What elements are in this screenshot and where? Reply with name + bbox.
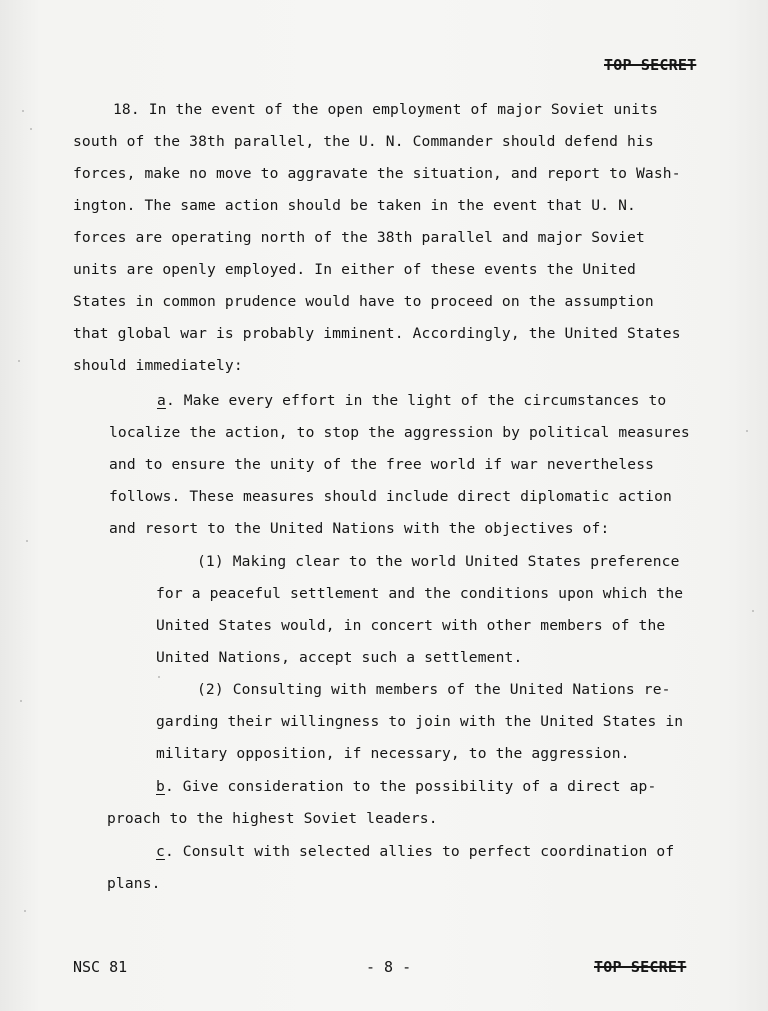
item-a-line-3: and to ensure the unity of the free world if war nevertheless [109, 456, 655, 473]
para18-line-9: should immediately: [73, 357, 243, 374]
item-a-line-2: localize the action, to stop the aggression by political measures [109, 424, 690, 441]
item-c-text: . Consult with selected allies to perfect coordination of [164, 843, 675, 860]
sub2-line-1: (2) Consulting with members of the United Nations re- [197, 681, 671, 698]
item-a-line-1 [157, 392, 666, 409]
para18-line-7: States in common prudence would have to proceed on the assumption [73, 293, 654, 310]
item-b-line-1 [156, 778, 656, 795]
sub2-line-2: garding their willingness to join with the United States in [156, 713, 684, 730]
sub1-line-4: United Nations, accept such a settlement. [156, 649, 523, 666]
item-a-text: . Make every effort in the light of the circumstances to [165, 392, 667, 409]
classification-footer: TOP SECRET [594, 958, 687, 976]
classification-header: TOP SECRET [604, 56, 697, 74]
item-c-letter: c [156, 843, 165, 860]
para18-line-1: 18. In the event of the open employment of major Soviet units [113, 101, 659, 118]
para18-line-2: south of the 38th parallel, the U. N. Commander should defend his [73, 133, 654, 150]
sub1-line-1: (1) Making clear to the world United States preference [197, 553, 680, 570]
item-b-text: . Give consideration to the possibility of a direct ap- [164, 778, 657, 795]
sub2-line-3: military opposition, if necessary, to the aggression. [156, 745, 630, 762]
para18-line-4: ington. The same action should be taken in the event that U. N. [73, 197, 636, 214]
item-a-line-4: follows. These measures should include direct diplomatic action [109, 488, 672, 505]
para18-line-3: forces, make no move to aggravate the situation, and report to Wash- [73, 165, 681, 182]
sub1-line-3: United States would, in concert with other members of the [156, 617, 666, 634]
para18-line-5: forces are operating north of the 38th parallel and major Soviet [73, 229, 645, 246]
para18-line-8: that global war is probably imminent. Accordingly, the United States [73, 325, 681, 342]
item-b-letter: b [156, 778, 165, 795]
page-number: - 8 - [366, 958, 412, 976]
item-c-line-2: plans. [107, 875, 161, 892]
item-a-letter: a [157, 392, 166, 409]
document-id: NSC 81 [73, 958, 128, 976]
sub1-line-2: for a peaceful settlement and the conditions upon which the [156, 585, 684, 602]
para18-line-6: units are openly employed. In either of these events the United [73, 261, 636, 278]
item-c-line-1 [156, 843, 674, 860]
item-a-line-5: and resort to the United Nations with the objectives of: [109, 520, 610, 537]
item-b-line-2: proach to the highest Soviet leaders. [107, 810, 438, 827]
